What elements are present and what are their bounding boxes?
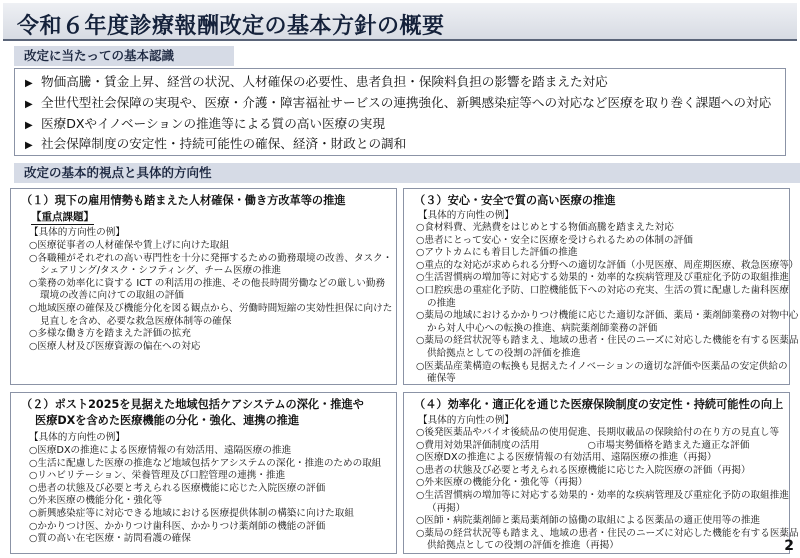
list-item: ○費用対効果評価制度の活用 ○市場実勢価格を踏まえた適正な評価 [416,439,750,451]
panel-title: （１）現下の雇用情勢も踏まえた人材確保・働き方改革等の推進 [21,194,346,207]
panel-efficiency [403,392,799,554]
list-item: ○かかりつけ医、かかりつけ歯科医、かかりつけ薬剤師の機能の評価 [29,520,326,532]
panel-title-line2: 医療DXを含めた医療機能の分化・強化、連携の推進 [35,414,300,427]
triangle-bullet-icon: ▶ [25,99,33,110]
list-item: ○薬局の経営状況等も踏まえ、地域の患者・住民のニーズに対応した機能を有する医薬品 [416,335,799,347]
triangle-bullet-icon: ▶ [25,140,33,151]
panel-safe-quality [403,188,799,385]
list-item: ○医薬品産業構造の転換も見据えたイノベーションの適切な評価や医薬品の安定供給の [416,360,788,372]
panel-title: （４）効率化・適正化を通じた医療保険制度の安定性・持続可能性の向上 [414,398,784,411]
item-list [29,240,392,353]
examples-label: 【具体的方向性の例】 [29,227,125,238]
list-item-continuation: 環境の改善に向けての取組の評価 [40,290,184,302]
examples-label: 【具体的方向性の例】 [418,210,514,221]
recognition-item: ▶ 社会保障制度の安定性・持続可能性の確保、経済・財政との調和 [25,135,406,155]
title-bar [3,3,797,41]
list-item-continuation: （再掲） [427,502,466,514]
list-item: ○医療人材及び医療資源の偏在への対応 [29,340,201,352]
list-item: ○業務の効率化に資する ICT の利活用の推進、その他長時間労働などの厳しい勤務 [29,277,386,289]
list-item: ○多様な働き方を踏まえた評価の拡充 [29,328,191,340]
list-item: ○患者の状態及び必要と考えられる医療機能に応じた入院医療の評価 [29,482,326,494]
list-item: ○各職種がそれぞれの高い専門性を十分に発揮するための勤務環境の改善、タスク・ [29,252,393,264]
recognition-box [14,68,786,156]
list-item: ○医師・病院薬剤師と薬局薬剤師の協働の取組による医薬品の適正使用等の推進 [416,515,761,527]
recognition-item: ▶ 物価高騰・賃金上昇、経営の状況、人材確保の必要性、患者負担・保険料負担の影響を踏まえた対応 [25,73,608,93]
list-item: ○医療DXの推進による医療情報の有効活用、遠隔医療の推進 [29,445,292,456]
list-item: ○重点的な対応が求められる分野への適切な評価（小児医療、周産期医療、救急医療等） [416,259,799,271]
list-item-continuation: 見直しを含め、必要な救急医療体制等の確保 [40,315,232,327]
panel-title: （３）安心・安全で質の高い医療の推進 [414,194,616,207]
list-item: ○生活習慣病の増加等に対応する効果的・効率的な疾病管理及び重症化予防の取組推進 [416,272,789,284]
list-item: ○アウトカムにも着目した評価の推進 [416,247,578,259]
list-item: ○薬局の経営状況等も踏まえ、地域の患者・住民のニーズに対応した機能を有する医薬品 [416,527,799,539]
list-item-continuation: 確保等 [427,373,456,385]
list-item: ○薬局の地域におけるかかりつけ機能に応じた適切な評価、薬局・薬剤師業務の対物中心 [416,310,799,322]
list-item: ○外来医療の機能分化・強化等 [29,495,163,507]
triangle-bullet-icon: ▶ [25,78,33,89]
panel-title: （２）ポスト2025を見据えた地域包括ケアシステムの深化・推進や [21,398,364,411]
list-item: ○新興感染症等に対応できる地域における医療提供体制の構築に向けた取組 [29,507,354,519]
examples-label: 【具体的方向性の例】 [29,432,125,443]
list-item: ○医療DXの推進による医療情報の有効活用、遠隔医療の推進（再掲） [416,452,717,464]
list-item-continuation: 供給拠点としての役割の評価を推進（再掲） [427,540,619,552]
triangle-bullet-icon: ▶ [25,120,33,131]
recognition-item: ▶ 医療DXやイノベーションの推進等による質の高い医療の実現 [25,115,385,135]
list-item-continuation: の推進 [427,297,456,309]
item-list [416,222,799,386]
panel-community-care [10,392,397,554]
examples-label: 【具体的方向性の例】 [418,415,514,426]
list-item-continuation: から対人中心への転換の推進、病院薬剤師業務の評価 [427,322,658,334]
list-item: ○外来医療の機能分化・強化等（再掲） [416,477,588,489]
list-item: ○生活に配慮した医療の推進など地域包括ケアシステムの深化・推進のための取組 [29,457,382,469]
panel-human-resources [10,188,397,385]
page-title: 令和６年度診療報酬改定の基本方針の概要 [17,14,445,39]
viewpoints-label: 改定の基本的視点と具体的方向性 [14,163,800,183]
list-item: ○食材料費、光熱費をはじめとする物価高騰を踏まえた対応 [416,222,674,233]
list-item: ○地域医療の確保及び機能分化を図る観点から、労働時間短縮の実効性担保に向けた [29,302,393,314]
recognition-item: ▶ 全世代型社会保障の実現や、医療・介護・障害福祉サービスの連携強化、新興感染症等への対応など医療を取り巻く課題への対応 [25,94,771,114]
list-item: ○質の高い在宅医療・訪問看護の確保 [29,533,191,545]
list-item: ○生活習慣病の増加等に対応する効果的・効率的な疾病管理及び重症化予防の取組推進 [416,489,789,501]
item-list [416,427,799,553]
page-number: 2 [784,538,794,554]
list-item: ○口腔疾患の重症化予防、口腔機能低下への対応の充実、生活の質に配慮した歯科医療 [416,284,789,296]
list-item: ○医療従事者の人材確保や賃上げに向けた取組 [29,240,230,251]
list-item: ○患者にとって安心・安全に医療を受けられるための体制の評価 [416,234,693,246]
list-item: ○患者の状態及び必要と考えられる医療機能に応じた入院医療の評価（再掲） [416,464,751,476]
list-item-continuation: シェアリング/タスク・シフティング、チーム医療の推進 [40,265,281,277]
recognition-label: 改定に当たっての基本認識 [14,46,234,66]
item-list [29,445,381,546]
list-item-continuation: 供給拠点としての役割の評価を推進 [427,347,581,359]
list-item: ○後発医薬品やバイオ後続品の使用促進、長期収載品の保険給付の在り方の見直し等 [416,427,780,438]
list-item: ○リハビリテーション、栄養管理及び口腔管理の連携・推進 [29,470,286,482]
priority-label: 【重点課題】 [31,211,94,223]
